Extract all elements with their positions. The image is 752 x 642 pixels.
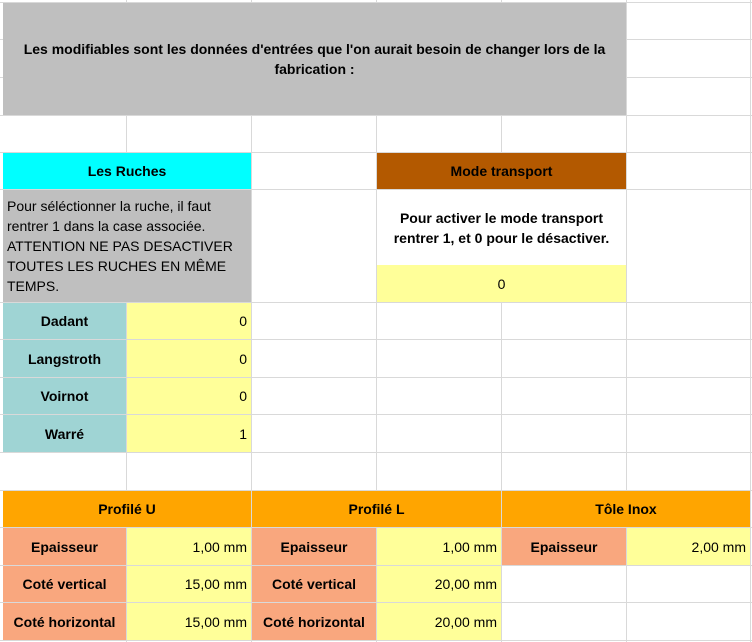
profile-u-label-epaisseur: Epaisseur xyxy=(3,528,126,565)
ruche-input-langstroth[interactable]: 0 xyxy=(127,340,251,377)
ruche-input-voirnot[interactable]: 0 xyxy=(127,378,251,414)
tole-label-epaisseur: Epaisseur xyxy=(502,528,626,565)
ruche-label-warre: Warré xyxy=(3,415,126,452)
ruche-input-warre[interactable]: 1 xyxy=(127,415,251,452)
profile-l-label-cote-vertical: Coté vertical xyxy=(252,566,376,602)
profile-l-label-cote-horizontal: Coté horizontal xyxy=(252,603,376,640)
ruche-label-dadant: Dadant xyxy=(3,303,126,339)
profile-u-input-cote-horizontal[interactable]: 15,00 mm xyxy=(127,603,251,640)
gridline xyxy=(0,452,752,453)
ruches-title: Les Ruches xyxy=(3,153,251,189)
gridline xyxy=(0,640,752,641)
ruche-label-langstroth: Langstroth xyxy=(3,340,126,377)
profile-l-input-cote-vertical[interactable]: 20,00 mm xyxy=(377,566,501,602)
profile-l-input-cote-horizontal[interactable]: 20,00 mm xyxy=(377,603,501,640)
profile-u-label-cote-horizontal: Coté horizontal xyxy=(3,603,126,640)
tole-title: Tôle Inox xyxy=(502,491,750,527)
profile-l-label-epaisseur: Epaisseur xyxy=(252,528,376,565)
tole-input-epaisseur[interactable]: 2,00 mm xyxy=(627,528,750,565)
profile-u-input-epaisseur[interactable]: 1,00 mm xyxy=(127,528,251,565)
ruche-label-voirnot: Voirnot xyxy=(3,378,126,414)
transport-instructions: Pour activer le mode transport rentrer 1, et 0 pour le désactiver. xyxy=(377,190,626,265)
gridline xyxy=(750,0,751,642)
profile-l-title: Profilé L xyxy=(252,491,501,527)
transport-title: Mode transport xyxy=(377,153,626,189)
ruches-instructions: Pour séléctionner la ruche, il faut rentrer 1 dans la case associée. ATTENTION NE PAS DESACTIVER TOUTES LES RUCHES EN MÊME TEMPS. xyxy=(3,190,251,302)
gridline xyxy=(0,115,752,116)
header-note: Les modifiables sont les données d'entrées que l'on aurait besoin de changer lors de la fabrication : xyxy=(3,3,626,115)
profile-l-input-epaisseur[interactable]: 1,00 mm xyxy=(377,528,501,565)
transport-input[interactable]: 0 xyxy=(377,265,626,302)
profile-u-title: Profilé U xyxy=(3,491,251,527)
profile-u-label-cote-vertical: Coté vertical xyxy=(3,566,126,602)
ruche-input-dadant[interactable]: 0 xyxy=(127,303,251,339)
profile-u-input-cote-vertical[interactable]: 15,00 mm xyxy=(127,566,251,602)
